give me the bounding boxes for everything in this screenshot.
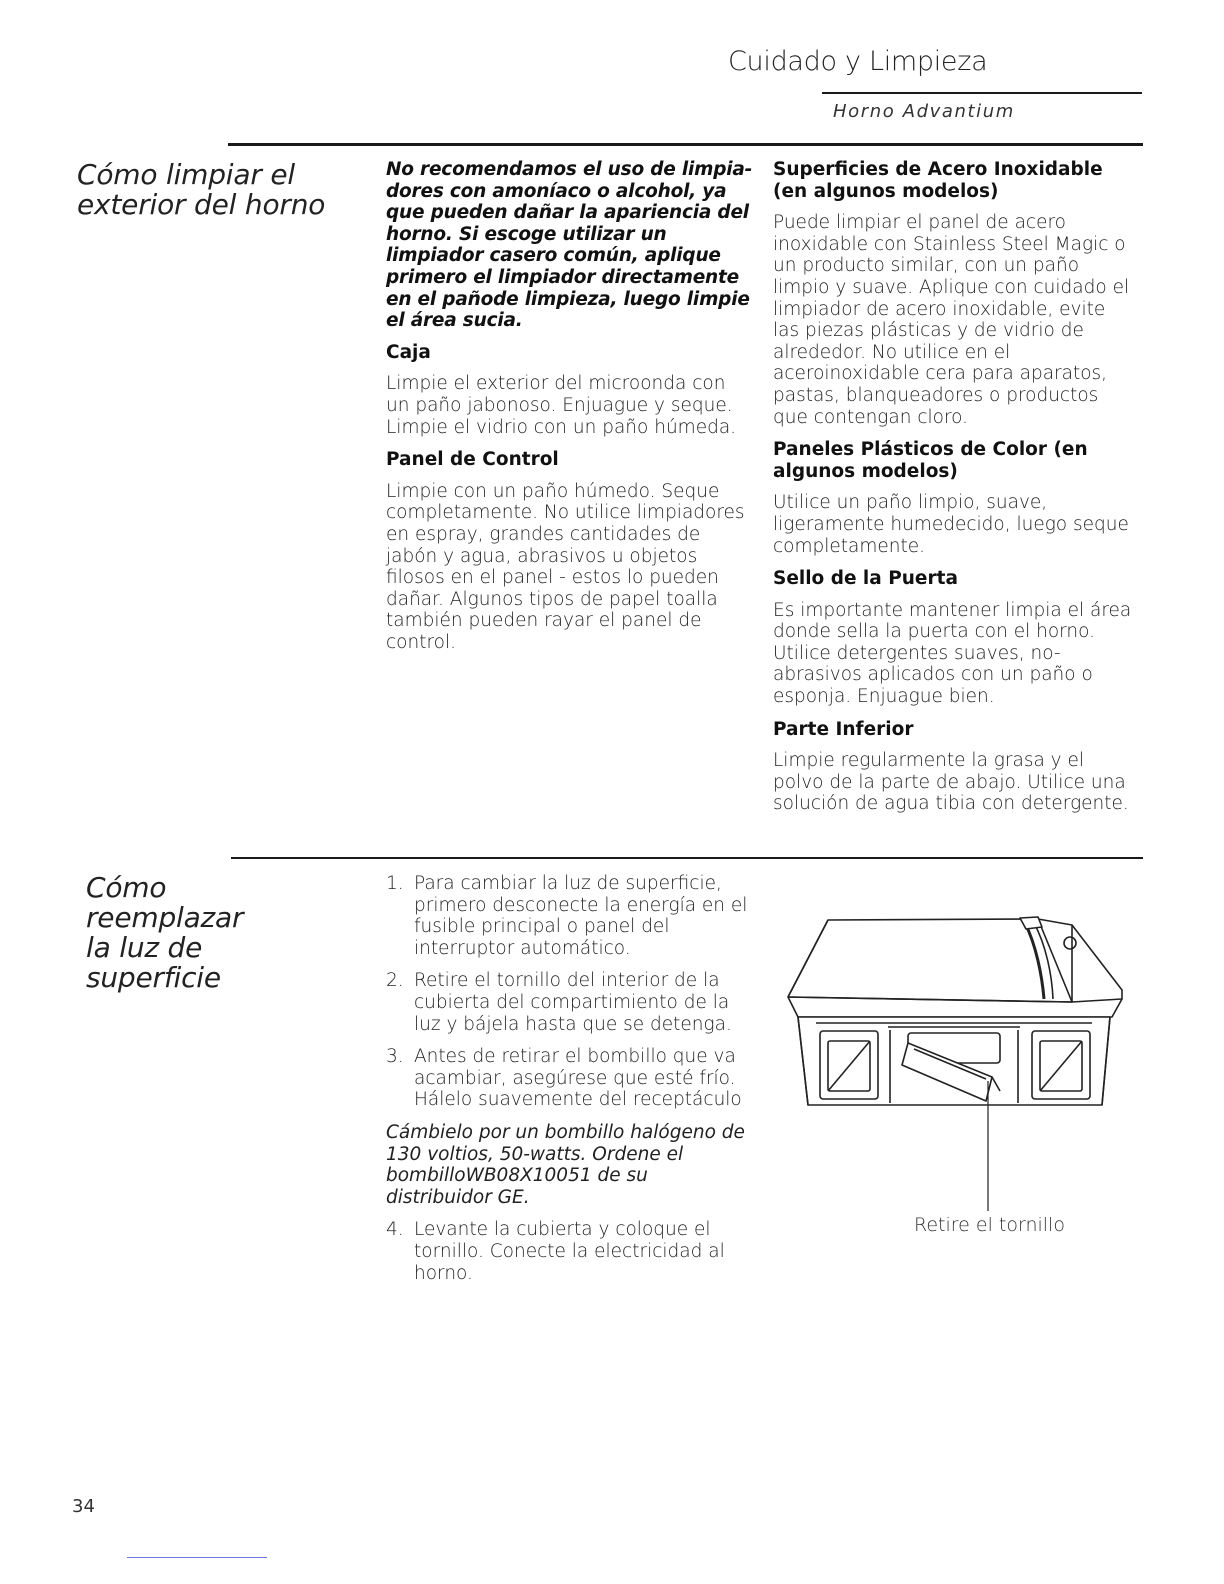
step-item bbox=[386, 873, 756, 959]
section-title-line: la luz de bbox=[86, 931, 203, 964]
header-rule bbox=[822, 92, 1142, 94]
step-number: 4. bbox=[386, 1219, 404, 1241]
steps-list-continued bbox=[386, 1219, 756, 1284]
text-paneles-plasticos: Utilice un paño limpio, suave, ligeramente humedecido, luego seque completamente. bbox=[773, 492, 1129, 557]
step-item bbox=[386, 970, 756, 1035]
step-number: 2. bbox=[386, 970, 404, 992]
page-number: 34 bbox=[72, 1496, 95, 1517]
step-text: Para cambiar la luz de superficie, primero desconecte la energía en el fusible principal o panel del interruptor automático. bbox=[414, 873, 748, 959]
text-panel-control: Limpie con un paño húmedo. Seque completamente. No utilice limpiadores en espray, grandes cantidades de jabón y agua, abrasivos u objetos filosos en el panel - estos lo pueden dañar. Algunos tipos de papel toalla también pueden rayar el panel de control. bbox=[386, 480, 745, 653]
page-subtitle: Horno Advantium bbox=[833, 101, 1015, 122]
step-item bbox=[386, 1219, 756, 1284]
step-number: 1. bbox=[386, 873, 404, 894]
steps-list bbox=[386, 873, 756, 1111]
cleaning-warning: No recomendamos el uso de limpia-dores con amoníaco o alcohol, ya que pueden dañar la apariencia del horno. Si escoge utilizar un limpiador casero común, aplique primero el limpiador directamente en el pañode limpieza, luego limpie el área sucia. bbox=[386, 159, 753, 332]
text-sello-puerta: Es importante mantener limpia el área donde sella la puerta con el horno. Utilice detergentes suaves, no-abrasivos aplicados con un paño o esponja. Enjuague bien. bbox=[773, 599, 1132, 708]
text-caja: Limpie el exterior del microonda con un paño jabonoso. Enjuague y seque. Limpie el vidrio con un paño húmeda. bbox=[386, 373, 737, 438]
section-title-line: Cómo limpiar el bbox=[77, 158, 295, 191]
figure-caption: Retire el tornillo bbox=[914, 1214, 1065, 1236]
text-parte-inferior: Limpie regularmente la grasa y el polvo de la parte de abajo. Utilice una solución de agua tibia con detergente. bbox=[773, 750, 1129, 815]
section-title-line: superficie bbox=[86, 961, 221, 994]
replace-light-steps bbox=[386, 873, 756, 1295]
cleaning-column-right bbox=[773, 159, 1133, 826]
step-text: Levante la cubierta y coloque el tornillo. Conecte la electricidad al horno. bbox=[414, 1219, 725, 1284]
section-title-exterior bbox=[77, 160, 325, 220]
section-title-luz bbox=[86, 873, 243, 993]
heading-acero-inoxidable: Superficies de Acero Inoxidable (en algunos modelos) bbox=[773, 159, 1103, 202]
step-text: Retire el tornillo del interior de la cubierta del compartimiento de la luz y bájela hasta que se detenga. bbox=[414, 970, 732, 1035]
heading-parte-inferior: Parte Inferior bbox=[773, 718, 914, 740]
heading-panel-control: Panel de Control bbox=[386, 449, 559, 471]
step-text: Antes de retirar el bombillo que va acambiar, asegúrese que esté frío. Hálelo suavemente del receptáculo bbox=[414, 1046, 742, 1111]
heading-caja: Caja bbox=[386, 341, 431, 363]
heading-paneles-plasticos: Paneles Plásticos de Color (en algunos modelos) bbox=[773, 439, 1088, 482]
page-title: Cuidado y Limpieza bbox=[728, 46, 988, 77]
section-title-line: exterior del horno bbox=[77, 188, 326, 221]
section-rule-top bbox=[228, 143, 1143, 146]
step-number: 3. bbox=[386, 1046, 404, 1068]
cleaning-column-left bbox=[386, 159, 754, 664]
section-rule-middle bbox=[231, 857, 1143, 859]
bulb-note: Cámbielo por un bombillo halógeno de 130 voltios, 50-watts. Ordene el bombilloWB08X10051 de su distribuidor GE. bbox=[386, 1121, 745, 1208]
section-title-line: Cómo bbox=[86, 871, 167, 904]
step-item bbox=[386, 1046, 756, 1111]
heading-sello-puerta: Sello de la Puerta bbox=[773, 568, 958, 590]
footer-line bbox=[127, 1557, 267, 1558]
text-acero-inoxidable: Puede limpiar el panel de acero inoxidable con Stainless Steel Magic o un producto similar, con un paño limpio y suave. Aplique con cuidado el limpiador de acero inoxidable, evite las piezas plásticas y de vidrio de alrededor. No utilice en el aceroinoxidable cera para aparatos, pastas, blanqueadores o productos que contengan cloro. bbox=[773, 212, 1130, 428]
oven-underside-illustration bbox=[780, 905, 1130, 1215]
section-title-line: reemplazar bbox=[86, 901, 244, 934]
